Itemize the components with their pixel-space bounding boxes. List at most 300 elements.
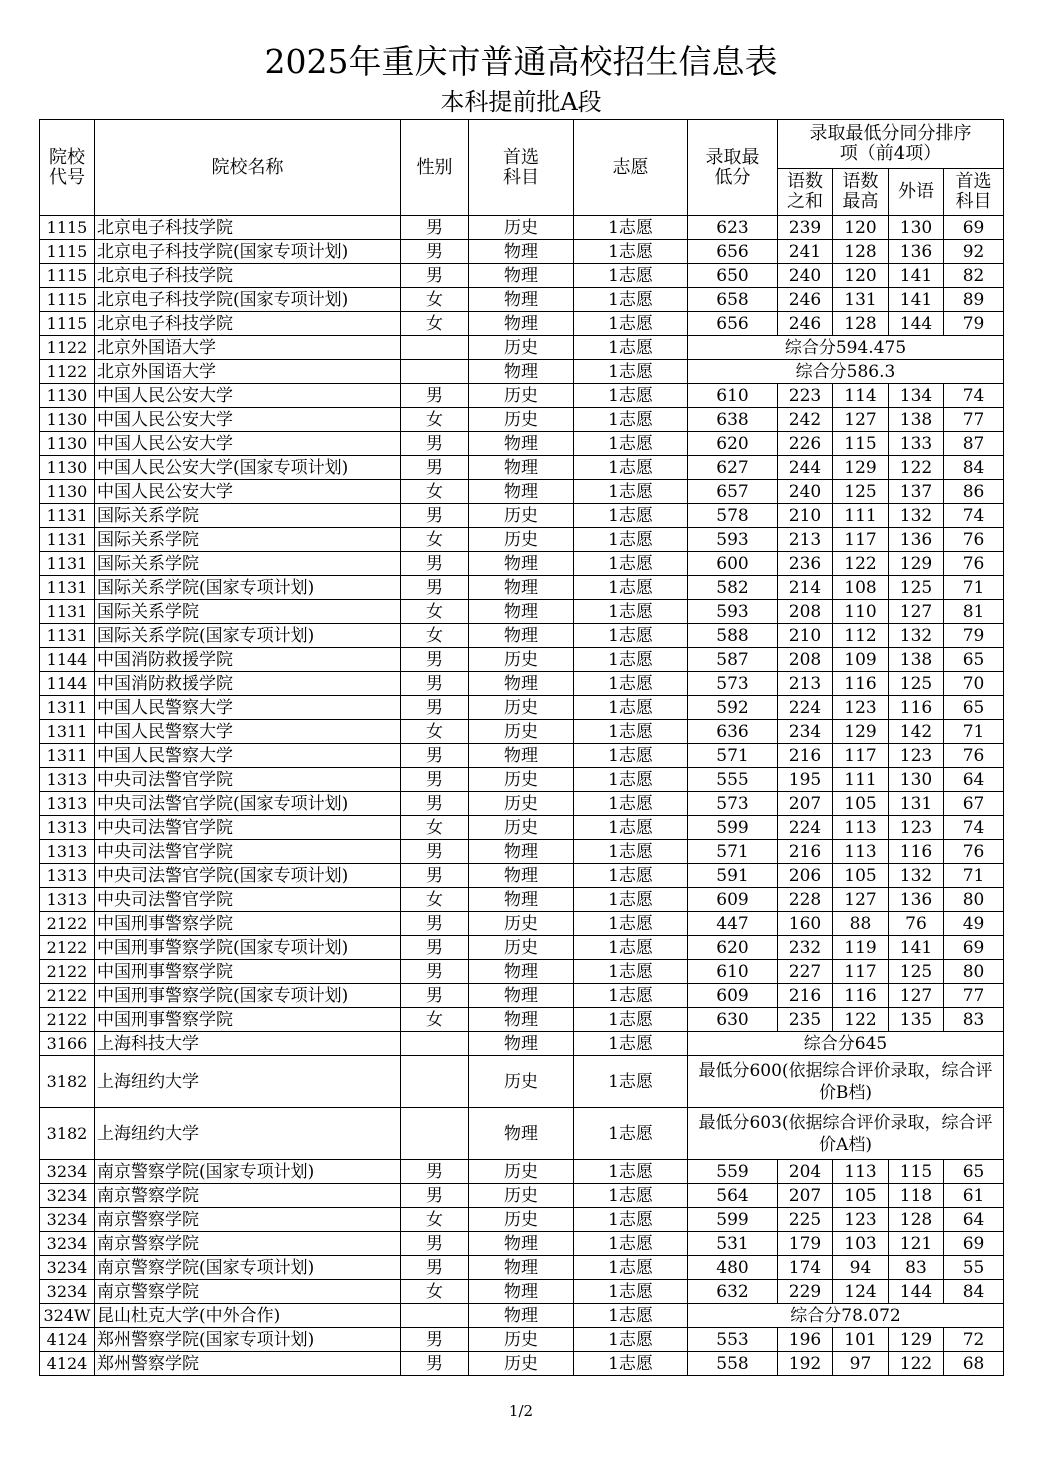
cell-sum-cn-math: 210 [778, 504, 833, 528]
cell-wish: 1志愿 [574, 864, 688, 888]
cell-gender: 女 [401, 480, 469, 504]
cell-max-cn-math: 101 [833, 1328, 889, 1352]
cell-max-cn-math: 94 [833, 1256, 889, 1280]
table-row [40, 408, 1004, 432]
cell-foreign: 130 [889, 768, 944, 792]
cell-gender: 女 [401, 1008, 469, 1032]
cell-subject: 历史 [469, 408, 574, 432]
cell-code: 3166 [40, 1032, 95, 1056]
cell-subject: 历史 [469, 1352, 574, 1376]
cell-code: 1115 [40, 288, 95, 312]
cell-merged-score: 综合分594.475 [688, 336, 1004, 360]
cell-min-score: 531 [688, 1232, 778, 1256]
cell-wish: 1志愿 [574, 408, 688, 432]
cell-sum-cn-math: 213 [778, 672, 833, 696]
cell-max-cn-math: 123 [833, 696, 889, 720]
cell-min-score: 636 [688, 720, 778, 744]
cell-first-subject: 69 [944, 216, 1004, 240]
cell-first-subject: 92 [944, 240, 1004, 264]
cell-max-cn-math: 127 [833, 888, 889, 912]
cell-code: 1313 [40, 888, 95, 912]
cell-subject: 物理 [469, 1032, 574, 1056]
cell-school-name: 南京警察学院(国家专项计划) [95, 1160, 401, 1184]
cell-gender: 男 [401, 240, 469, 264]
page-title: 2025年重庆市普通高校招生信息表 [264, 42, 778, 81]
table-row [40, 264, 1004, 288]
cell-max-cn-math: 103 [833, 1232, 889, 1256]
cell-first-subject: 71 [944, 864, 1004, 888]
cell-sum-cn-math: 240 [778, 480, 833, 504]
cell-min-score: 571 [688, 744, 778, 768]
table-row [40, 600, 1004, 624]
cell-min-score: 480 [688, 1256, 778, 1280]
header-code: 院校代号 [40, 120, 95, 216]
table-row [40, 480, 1004, 504]
header-gender: 性别 [401, 120, 469, 216]
cell-code: 1130 [40, 384, 95, 408]
cell-school-name: 北京电子科技学院 [95, 312, 401, 336]
cell-gender: 男 [401, 384, 469, 408]
cell-max-cn-math: 105 [833, 792, 889, 816]
cell-max-cn-math: 110 [833, 600, 889, 624]
cell-first-subject: 80 [944, 888, 1004, 912]
table-row [40, 672, 1004, 696]
cell-sum-cn-math: 179 [778, 1232, 833, 1256]
header-min-score: 录取最低分 [688, 120, 778, 216]
cell-wish: 1志愿 [574, 264, 688, 288]
cell-first-subject: 74 [944, 384, 1004, 408]
cell-merged-score: 综合分78.072 [688, 1304, 1004, 1328]
cell-min-score: 620 [688, 936, 778, 960]
cell-school-name: 国际关系学院(国家专项计划) [95, 624, 401, 648]
cell-foreign: 138 [889, 648, 944, 672]
cell-max-cn-math: 125 [833, 480, 889, 504]
cell-first-subject: 55 [944, 1256, 1004, 1280]
cell-gender: 女 [401, 1280, 469, 1304]
cell-foreign: 125 [889, 960, 944, 984]
cell-code: 3234 [40, 1184, 95, 1208]
cell-code: 1122 [40, 336, 95, 360]
cell-sum-cn-math: 246 [778, 312, 833, 336]
cell-code: 1115 [40, 240, 95, 264]
cell-wish: 1志愿 [574, 312, 688, 336]
cell-gender [401, 1304, 469, 1328]
cell-subject: 物理 [469, 552, 574, 576]
table-row [40, 1056, 1004, 1108]
cell-school-name: 中国人民公安大学 [95, 384, 401, 408]
header-tiebreak-group: 录取最低分同分排序项（前4项） [778, 120, 1004, 169]
cell-foreign: 129 [889, 1328, 944, 1352]
table-row [40, 216, 1004, 240]
cell-subject: 物理 [469, 264, 574, 288]
cell-first-subject: 67 [944, 792, 1004, 816]
cell-wish: 1志愿 [574, 1108, 688, 1160]
cell-max-cn-math: 124 [833, 1280, 889, 1304]
cell-sum-cn-math: 235 [778, 1008, 833, 1032]
cell-gender: 男 [401, 840, 469, 864]
cell-sum-cn-math: 224 [778, 816, 833, 840]
cell-first-subject: 87 [944, 432, 1004, 456]
cell-school-name: 中央司法警官学院(国家专项计划) [95, 792, 401, 816]
cell-gender: 女 [401, 816, 469, 840]
cell-school-name: 中国人民公安大学(国家专项计划) [95, 456, 401, 480]
cell-code: 2122 [40, 960, 95, 984]
cell-gender: 男 [401, 768, 469, 792]
cell-first-subject: 76 [944, 528, 1004, 552]
cell-foreign: 116 [889, 840, 944, 864]
cell-subject: 物理 [469, 864, 574, 888]
cell-foreign: 83 [889, 1256, 944, 1280]
cell-code: 1131 [40, 624, 95, 648]
cell-foreign: 144 [889, 1280, 944, 1304]
table-row [40, 240, 1004, 264]
cell-code: 1122 [40, 360, 95, 384]
cell-wish: 1志愿 [574, 840, 688, 864]
table-row [40, 960, 1004, 984]
cell-school-name: 中央司法警官学院 [95, 816, 401, 840]
cell-wish: 1志愿 [574, 720, 688, 744]
cell-min-score: 447 [688, 912, 778, 936]
cell-code: 324W [40, 1304, 95, 1328]
cell-school-name: 中央司法警官学院 [95, 840, 401, 864]
table-row [40, 312, 1004, 336]
cell-wish: 1志愿 [574, 552, 688, 576]
cell-min-score: 623 [688, 216, 778, 240]
cell-gender [401, 1056, 469, 1108]
cell-gender: 男 [401, 1256, 469, 1280]
cell-gender [401, 336, 469, 360]
cell-foreign: 144 [889, 312, 944, 336]
cell-code: 4124 [40, 1352, 95, 1376]
cell-school-name: 北京电子科技学院 [95, 216, 401, 240]
table-row [40, 1328, 1004, 1352]
cell-merged-score: 最低分603(依据综合评价录取，综合评价A档) [688, 1108, 1004, 1160]
cell-gender: 男 [401, 456, 469, 480]
cell-first-subject: 64 [944, 768, 1004, 792]
cell-wish: 1志愿 [574, 528, 688, 552]
cell-code: 2122 [40, 912, 95, 936]
cell-min-score: 599 [688, 1208, 778, 1232]
cell-min-score: 599 [688, 816, 778, 840]
cell-first-subject: 65 [944, 1160, 1004, 1184]
cell-wish: 1志愿 [574, 1352, 688, 1376]
cell-max-cn-math: 114 [833, 384, 889, 408]
cell-gender: 男 [401, 984, 469, 1008]
cell-first-subject: 71 [944, 576, 1004, 600]
cell-gender: 女 [401, 312, 469, 336]
cell-school-name: 中国人民公安大学 [95, 480, 401, 504]
cell-subject: 历史 [469, 648, 574, 672]
cell-code: 1311 [40, 744, 95, 768]
cell-wish: 1志愿 [574, 360, 688, 384]
cell-wish: 1志愿 [574, 576, 688, 600]
cell-foreign: 136 [889, 888, 944, 912]
cell-merged-score: 综合分645 [688, 1032, 1004, 1056]
cell-max-cn-math: 129 [833, 720, 889, 744]
cell-code: 1131 [40, 576, 95, 600]
cell-gender: 男 [401, 216, 469, 240]
cell-wish: 1志愿 [574, 288, 688, 312]
cell-sum-cn-math: 227 [778, 960, 833, 984]
cell-school-name: 国际关系学院 [95, 600, 401, 624]
cell-wish: 1志愿 [574, 432, 688, 456]
table-row [40, 720, 1004, 744]
cell-school-name: 中央司法警官学院 [95, 768, 401, 792]
table-row [40, 696, 1004, 720]
admission-table [39, 119, 1004, 1376]
cell-school-name: 北京外国语大学 [95, 360, 401, 384]
table-row [40, 1184, 1004, 1208]
cell-subject: 物理 [469, 456, 574, 480]
cell-foreign: 137 [889, 480, 944, 504]
cell-wish: 1志愿 [574, 1280, 688, 1304]
cell-school-name: 昆山杜克大学(中外合作) [95, 1304, 401, 1328]
cell-max-cn-math: 112 [833, 624, 889, 648]
table-row [40, 912, 1004, 936]
cell-foreign: 131 [889, 792, 944, 816]
cell-code: 1130 [40, 432, 95, 456]
cell-subject: 物理 [469, 600, 574, 624]
cell-min-score: 609 [688, 984, 778, 1008]
page-number: 1/2 [508, 1402, 534, 1420]
cell-merged-score: 最低分600(依据综合评价录取，综合评价B档) [688, 1056, 1004, 1108]
cell-foreign: 125 [889, 576, 944, 600]
cell-school-name: 中国消防救援学院 [95, 672, 401, 696]
cell-foreign: 116 [889, 696, 944, 720]
cell-wish: 1志愿 [574, 1008, 688, 1032]
cell-school-name: 北京外国语大学 [95, 336, 401, 360]
cell-foreign: 118 [889, 1184, 944, 1208]
cell-wish: 1志愿 [574, 1208, 688, 1232]
cell-wish: 1志愿 [574, 384, 688, 408]
cell-min-score: 630 [688, 1008, 778, 1032]
cell-foreign: 76 [889, 912, 944, 936]
cell-sum-cn-math: 160 [778, 912, 833, 936]
cell-subject: 物理 [469, 1008, 574, 1032]
cell-max-cn-math: 117 [833, 528, 889, 552]
cell-wish: 1志愿 [574, 1232, 688, 1256]
cell-foreign: 141 [889, 288, 944, 312]
cell-sum-cn-math: 216 [778, 744, 833, 768]
cell-code: 1115 [40, 216, 95, 240]
table-row [40, 552, 1004, 576]
table-row [40, 984, 1004, 1008]
cell-sum-cn-math: 192 [778, 1352, 833, 1376]
cell-school-name: 南京警察学院 [95, 1280, 401, 1304]
header-max-cn-math: 语数最高 [833, 169, 889, 216]
cell-sum-cn-math: 196 [778, 1328, 833, 1352]
cell-code: 1130 [40, 408, 95, 432]
cell-merged-score: 综合分586.3 [688, 360, 1004, 384]
cell-gender: 女 [401, 624, 469, 648]
cell-gender: 男 [401, 792, 469, 816]
cell-subject: 历史 [469, 1160, 574, 1184]
cell-sum-cn-math: 239 [778, 216, 833, 240]
cell-subject: 历史 [469, 768, 574, 792]
cell-wish: 1志愿 [574, 216, 688, 240]
table-row [40, 576, 1004, 600]
cell-school-name: 上海科技大学 [95, 1032, 401, 1056]
cell-gender: 男 [401, 1328, 469, 1352]
cell-subject: 历史 [469, 1328, 574, 1352]
cell-subject: 物理 [469, 576, 574, 600]
cell-subject: 历史 [469, 936, 574, 960]
cell-min-score: 582 [688, 576, 778, 600]
cell-foreign: 115 [889, 1160, 944, 1184]
cell-max-cn-math: 109 [833, 648, 889, 672]
cell-subject: 物理 [469, 360, 574, 384]
cell-min-score: 559 [688, 1160, 778, 1184]
cell-min-score: 564 [688, 1184, 778, 1208]
cell-subject: 物理 [469, 1108, 574, 1160]
cell-foreign: 127 [889, 984, 944, 1008]
cell-first-subject: 76 [944, 744, 1004, 768]
table-row [40, 528, 1004, 552]
cell-wish: 1志愿 [574, 672, 688, 696]
cell-foreign: 132 [889, 864, 944, 888]
cell-first-subject: 80 [944, 960, 1004, 984]
cell-gender: 女 [401, 528, 469, 552]
table-row [40, 792, 1004, 816]
cell-sum-cn-math: 195 [778, 768, 833, 792]
table-row [40, 1280, 1004, 1304]
cell-code: 1144 [40, 672, 95, 696]
cell-school-name: 中国刑事警察学院 [95, 1008, 401, 1032]
cell-school-name: 南京警察学院(国家专项计划) [95, 1256, 401, 1280]
cell-subject: 物理 [469, 1280, 574, 1304]
cell-gender: 男 [401, 960, 469, 984]
table-row [40, 456, 1004, 480]
cell-gender: 男 [401, 1160, 469, 1184]
cell-max-cn-math: 128 [833, 240, 889, 264]
cell-subject: 历史 [469, 1056, 574, 1108]
cell-sum-cn-math: 246 [778, 288, 833, 312]
table-row [40, 1160, 1004, 1184]
cell-wish: 1志愿 [574, 888, 688, 912]
cell-wish: 1志愿 [574, 1160, 688, 1184]
cell-gender: 男 [401, 672, 469, 696]
cell-sum-cn-math: 236 [778, 552, 833, 576]
cell-subject: 物理 [469, 432, 574, 456]
cell-subject: 历史 [469, 216, 574, 240]
cell-subject: 物理 [469, 240, 574, 264]
cell-subject: 历史 [469, 528, 574, 552]
cell-first-subject: 83 [944, 1008, 1004, 1032]
table-row [40, 360, 1004, 384]
cell-code: 3234 [40, 1280, 95, 1304]
cell-subject: 物理 [469, 1304, 574, 1328]
cell-max-cn-math: 88 [833, 912, 889, 936]
cell-gender: 男 [401, 264, 469, 288]
cell-code: 3234 [40, 1160, 95, 1184]
cell-code: 1131 [40, 504, 95, 528]
cell-wish: 1志愿 [574, 816, 688, 840]
cell-sum-cn-math: 174 [778, 1256, 833, 1280]
cell-foreign: 130 [889, 216, 944, 240]
cell-gender: 男 [401, 744, 469, 768]
cell-max-cn-math: 117 [833, 960, 889, 984]
cell-first-subject: 82 [944, 264, 1004, 288]
cell-wish: 1志愿 [574, 240, 688, 264]
cell-min-score: 627 [688, 456, 778, 480]
cell-foreign: 142 [889, 720, 944, 744]
cell-min-score: 555 [688, 768, 778, 792]
cell-max-cn-math: 111 [833, 768, 889, 792]
cell-sum-cn-math: 204 [778, 1160, 833, 1184]
cell-max-cn-math: 113 [833, 1160, 889, 1184]
cell-foreign: 134 [889, 384, 944, 408]
cell-first-subject: 69 [944, 1232, 1004, 1256]
cell-min-score: 609 [688, 888, 778, 912]
table-row [40, 1256, 1004, 1280]
table-body [40, 216, 1004, 1376]
cell-code: 1311 [40, 720, 95, 744]
cell-max-cn-math: 129 [833, 456, 889, 480]
cell-max-cn-math: 111 [833, 504, 889, 528]
cell-max-cn-math: 120 [833, 264, 889, 288]
cell-subject: 物理 [469, 1232, 574, 1256]
cell-gender: 女 [401, 1208, 469, 1232]
cell-first-subject: 77 [944, 984, 1004, 1008]
cell-min-score: 573 [688, 792, 778, 816]
cell-foreign: 136 [889, 240, 944, 264]
cell-sum-cn-math: 240 [778, 264, 833, 288]
table-row [40, 1304, 1004, 1328]
table-row [40, 888, 1004, 912]
cell-min-score: 620 [688, 432, 778, 456]
cell-max-cn-math: 113 [833, 816, 889, 840]
cell-wish: 1志愿 [574, 1056, 688, 1108]
cell-school-name: 北京电子科技学院 [95, 264, 401, 288]
cell-foreign: 123 [889, 744, 944, 768]
cell-school-name: 国际关系学院 [95, 552, 401, 576]
cell-foreign: 121 [889, 1232, 944, 1256]
cell-first-subject: 68 [944, 1352, 1004, 1376]
cell-code: 1313 [40, 816, 95, 840]
cell-subject: 物理 [469, 840, 574, 864]
cell-foreign: 141 [889, 264, 944, 288]
cell-wish: 1志愿 [574, 480, 688, 504]
cell-gender [401, 1032, 469, 1056]
table-row [40, 384, 1004, 408]
cell-wish: 1志愿 [574, 912, 688, 936]
cell-gender: 男 [401, 864, 469, 888]
cell-code: 1131 [40, 528, 95, 552]
cell-school-name: 国际关系学院 [95, 528, 401, 552]
cell-wish: 1志愿 [574, 1032, 688, 1056]
cell-code: 3182 [40, 1108, 95, 1160]
cell-sum-cn-math: 208 [778, 648, 833, 672]
cell-max-cn-math: 108 [833, 576, 889, 600]
cell-gender: 男 [401, 936, 469, 960]
cell-school-name: 中国人民公安大学 [95, 408, 401, 432]
cell-code: 1115 [40, 264, 95, 288]
table-row [40, 504, 1004, 528]
cell-first-subject: 84 [944, 1280, 1004, 1304]
cell-min-score: 658 [688, 288, 778, 312]
cell-sum-cn-math: 241 [778, 240, 833, 264]
cell-first-subject: 65 [944, 648, 1004, 672]
cell-code: 1131 [40, 600, 95, 624]
cell-school-name: 国际关系学院 [95, 504, 401, 528]
cell-sum-cn-math: 244 [778, 456, 833, 480]
cell-foreign: 129 [889, 552, 944, 576]
cell-subject: 物理 [469, 480, 574, 504]
cell-gender: 男 [401, 648, 469, 672]
cell-min-score: 578 [688, 504, 778, 528]
cell-wish: 1志愿 [574, 960, 688, 984]
cell-wish: 1志愿 [574, 648, 688, 672]
